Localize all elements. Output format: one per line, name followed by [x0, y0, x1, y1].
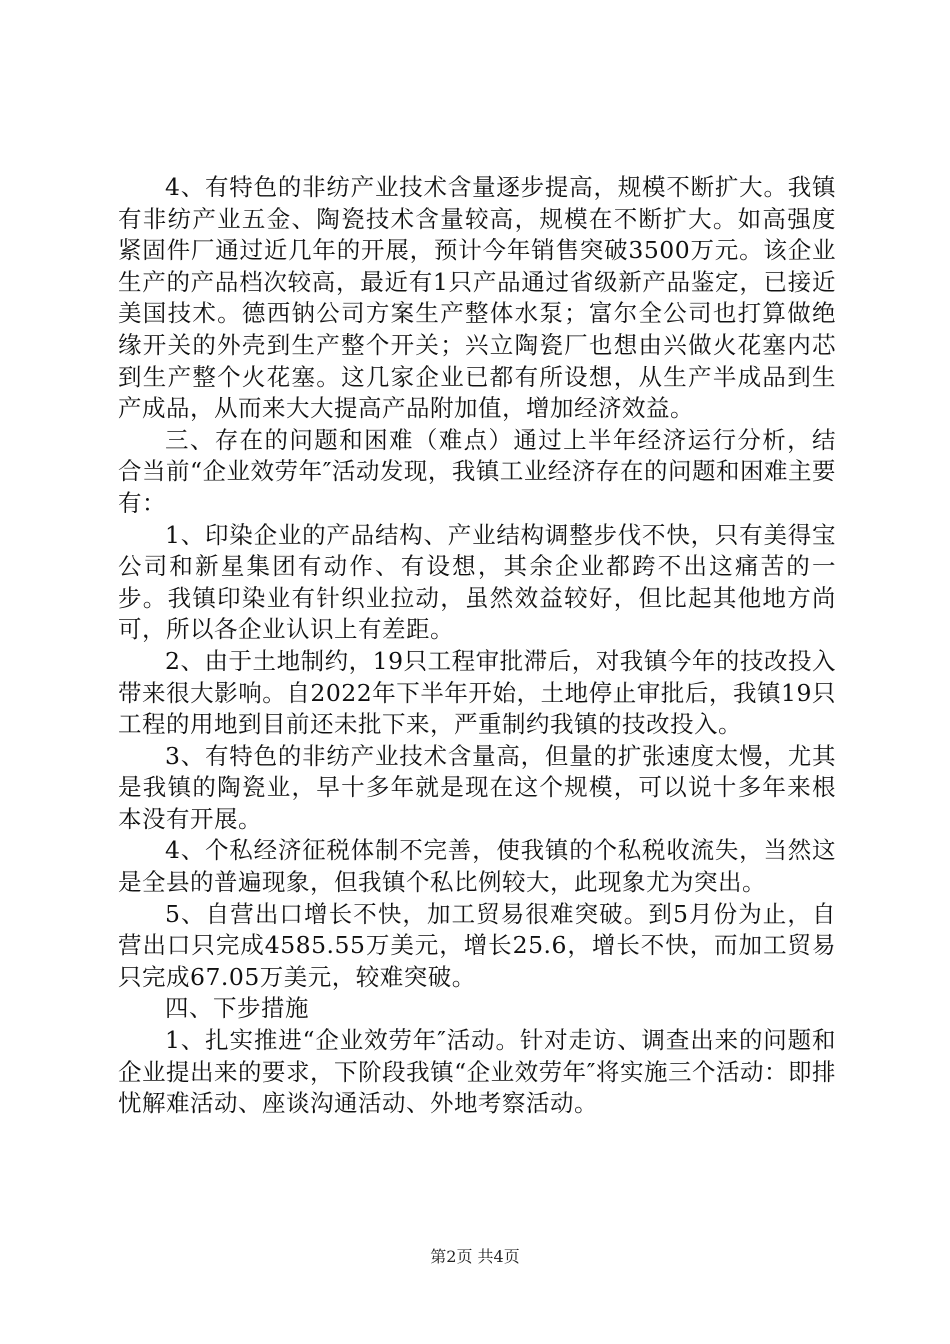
- paragraph: 4、有特色的非纺产业技术含量逐步提高，规模不断扩大。我镇有非纺产业五金、陶瓷技术含量较高，规模在不断扩大。如高强度紧固件厂通过近几年的开展，预计今年销售突破3500万元。该企业生产的产品档次较高，最近有1只产品通过省级新产品鉴定，已接近美国技术。德西钠公司方案生产整体水泵；富尔全公司也打算做绝缘开关的外壳到生产整个开关；兴立陶瓷厂也想由兴做火花塞内芯到生产整个火花塞。这几家企业已都有所设想，从生产半成品到生产成品，从而来大大提高产品附加值，增加经济效益。: [118, 173, 836, 423]
- paragraph: 1、印染企业的产品结构、产业结构调整步伐不快，只有美得宝公司和新星集团有动作、有设想，其余企业都跨不出这痛苦的一步。我镇印染业有针织业拉动，虽然效益较好，但比起其他地方尚可，所以各企业认识上有差距。: [118, 520, 836, 644]
- paragraph: 5、自营出口增长不快，加工贸易很难突破。到5月份为止，自营出口只完成4585.55万美元，增长25.6，增长不快，而加工贸易只完成67.05万美元，较难突破。: [118, 899, 836, 991]
- paragraph: 1、扎实推进“企业效劳年″活动。针对走访、调查出来的问题和企业提出来的要求，下阶段我镇“企业效劳年″将实施三个活动：即排忧解难活动、座谈沟通活动、外地考察活动。: [118, 1026, 836, 1118]
- document-body: [118, 172, 836, 1120]
- paragraph: 2、由于土地制约，19只工程审批滞后，对我镇今年的技改投入带来很大影响。自2022年下半年开始，土地停止审批后，我镇19只工程的用地到目前还未批下来，严重制约我镇的技改投入。: [118, 646, 836, 739]
- paragraph: 3、有特色的非纺产业技术含量高，但量的扩张速度太慢，尤其是我镇的陶瓷业，早十多年就是现在这个规模，可以说十多年来根本没有开展。: [118, 741, 836, 833]
- page-footer: 第2页 共4页: [430, 1247, 520, 1266]
- paragraph: 4、个私经济征税体制不完善，使我镇的个私税收流失，当然这是全县的普遍现象，但我镇个私比例较大，此现象尤为突出。: [118, 836, 836, 897]
- section-heading-measures: 四、下步措施: [165, 994, 309, 1023]
- section-heading-problems: 三、存在的问题和困难（难点）通过上半年经济运行分析，结合当前“企业效劳年″活动发现，我镇工业经济存在的问题和困难主要有：: [118, 425, 836, 517]
